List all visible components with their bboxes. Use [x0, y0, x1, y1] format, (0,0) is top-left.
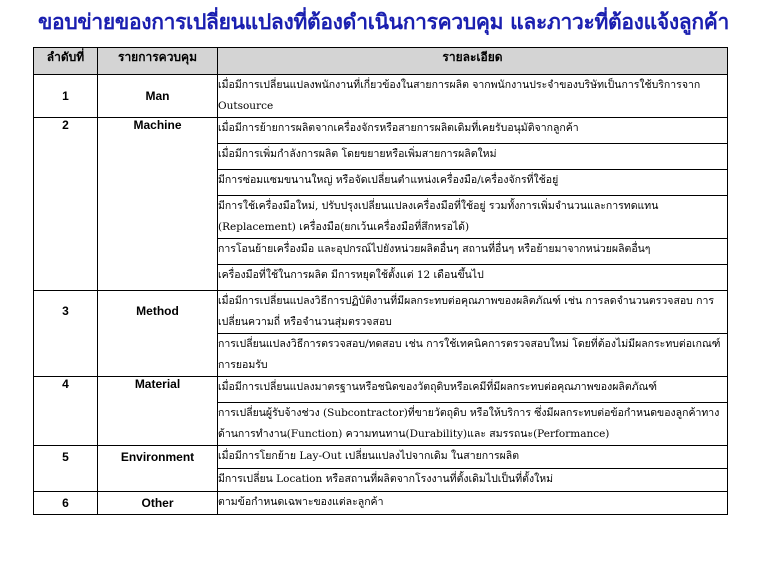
row-item: Method	[98, 291, 218, 377]
row-item: Environment	[98, 446, 218, 492]
table-row	[34, 492, 728, 515]
row-number: 5	[34, 446, 98, 492]
row-detail: เมื่อมีการเปลี่ยนแปลงวิธีการปฏิบัติงานที่มีผลกระทบต่อคุณภาพของผลิตภัณฑ์ เช่น การลดจำนวนตรวจสอบ การเปลี่ยนความถี่ หรือจำนวนสุ่มตรวจสอบ	[218, 291, 728, 334]
row-detail: การโอนย้ายเครื่องมือ และอุปกรณ์ไปยังหน่วยผลิตอื่นๆ สถานที่อื่นๆ หรือย้ายมาจากหน่วยผลิตอื่นๆ	[218, 239, 728, 265]
page-title: ขอบข่ายของการเปลี่ยนแปลงที่ต้องดำเนินการควบคุม และภาวะที่ต้องแจ้งลูกค้า	[37, 9, 730, 34]
row-number: 4	[34, 377, 98, 446]
row-item: Material	[98, 377, 218, 446]
row-number: 2	[34, 118, 98, 291]
row-detail: มีการใช้เครื่องมือใหม่, ปรับปรุงเปลี่ยนแปลงเครื่องมือที่ใช้อยู่ รวมทั้งการเพิ่มจำนวนและการทดแทน (Replacement) เครื่องมือ(ยกเว้นเครื่องมือที่สึกหรอได้)	[218, 196, 728, 239]
table-row	[34, 118, 728, 144]
row-detail: มีการซ่อมแซมขนานใหญ่ หรือจัดเปลี่ยนตำแหน่งเครื่องมือ/เครื่องจักรที่ใช้อยู่	[218, 170, 728, 196]
row-detail: การเปลี่ยนผู้รับจ้างช่วง (Subcontractor)ที่ขายวัตถุดิบ หรือให้บริการ ซึ่งมีผลกระทบต่อข้อกำหนดของลูกค้าทางด้านการทำงาน(Function) ความทนทาน(Durability)และ สมรรถนะ(Performance)	[218, 403, 728, 446]
row-number: 3	[34, 291, 98, 377]
header-item: รายการควบคุม	[98, 48, 218, 75]
table-row	[34, 291, 728, 334]
header-detail: รายละเอียด	[218, 48, 728, 75]
row-detail: การเปลี่ยนแปลงวิธีการตรวจสอบ/ทดสอบ เช่น การใช้เทคนิคการตรวจสอบใหม่ โดยที่ต้องไม่มีผลกระทบต่อเกณฑ์การยอมรับ	[218, 334, 728, 377]
row-detail: เมื่อมีการเปลี่ยนแปลงพนักงานที่เกี่ยวข้องในสายการผลิต จากพนักงานประจำของบริษัทเป็นการใช้บริการจาก Outsource	[218, 75, 728, 118]
row-item: Machine	[98, 118, 218, 291]
row-detail: มีการเปลี่ยน Location หรือสถานที่ผลิตจากโรงงานที่ตั้งเดิมไปเป็นที่ตั้งใหม่	[218, 469, 728, 492]
row-detail: เมื่อมีการย้ายการผลิตจากเครื่องจักรหรือสายการผลิตเดิมที่เคยรับอนุมัติจากลูกค้า	[218, 118, 728, 144]
table-row	[34, 446, 728, 469]
row-detail: เมื่อมีการเปลี่ยนแปลงมาตรฐานหรือชนิดของวัตถุดิบหรือเคมีที่มีผลกระทบต่อคุณภาพของผลิตภัณฑ์	[218, 377, 728, 403]
row-detail: เมื่อมีการโยกย้าย Lay-Out เปลี่ยนแปลงไปจากเดิม ในสายการผลิต	[218, 446, 728, 469]
row-item: Man	[98, 75, 218, 118]
row-detail: ตามข้อกำหนดเฉพาะของแต่ละลูกค้า	[218, 492, 728, 515]
table-header-row	[34, 48, 728, 75]
change-control-table	[33, 47, 728, 515]
row-detail: เครื่องมือที่ใช้ในการผลิต มีการหยุดใช้ตั้งแต่ 12 เดือนขึ้นไป	[218, 265, 728, 291]
header-no: ลำดับที่	[34, 48, 98, 75]
row-number: 6	[34, 492, 98, 515]
row-detail: เมื่อมีการเพิ่มกำลังการผลิต โดยขยายหรือเพิ่มสายการผลิตใหม่	[218, 144, 728, 170]
row-number: 1	[34, 75, 98, 118]
table-row	[34, 75, 728, 118]
table-row	[34, 377, 728, 403]
row-item: Other	[98, 492, 218, 515]
